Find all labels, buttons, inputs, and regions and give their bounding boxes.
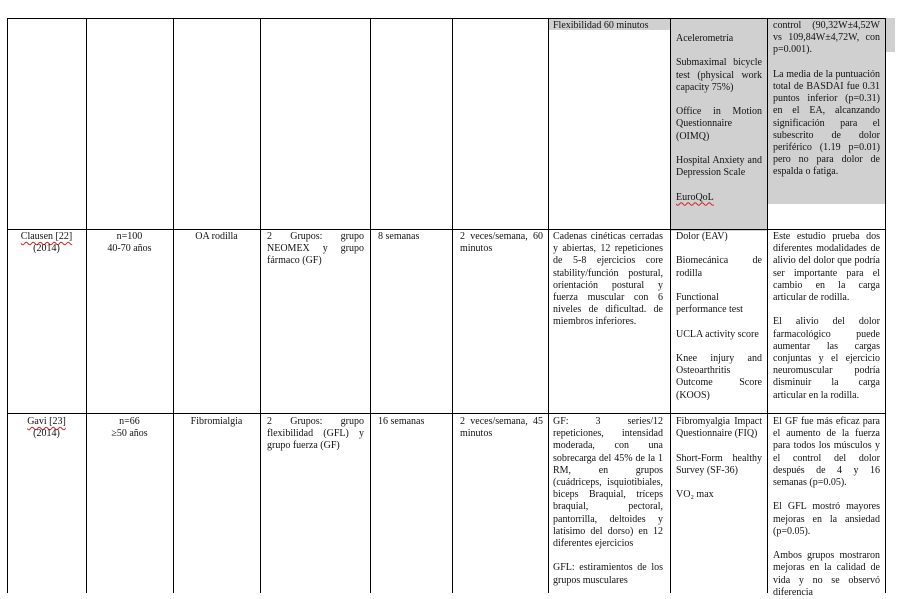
groups-cell: 2 Grupos: grupo NEOMEX y grupo fármaco (GF) xyxy=(267,231,364,267)
sample-cell: n=100 40-70 años xyxy=(107,231,152,255)
results-cell: Este estudio prueba dos diferentes modalidades de alivio del dolor que podría ser importante para el cambio en la carga articular de rodilla. El alivio del dolor farmacológico puede aumentar las cargas conjuntas y el ejercicio neuromuscular podría disminuir la carga articular en la rodilla. xyxy=(773,231,880,401)
results-cell: control (90,32W±4,52W vs 109,84W±4,72W, con p=0.001). La media de la puntuación total de BASDAI fue 0.31 puntos inferior (p=0.31) en el EA, alcanzando significación para el subescrito de dolor periférico (1.19 p=0.01) pero no para dolor de espalda o fatiga. xyxy=(773,20,880,178)
intervention-cell: Flexibilidad 60 minutos xyxy=(553,20,649,31)
intervention-cell: GF: 3 series/12 repeticiones, intensidad moderada, con una sobrecarga del 45% de la 1 RM, en grupos (cuádriceps, isquiotibiales, biceps Braquial, tríceps braquial, pectoral, pantorrilla, deltoides y latísimo del dorso) en 12 diferentes ejercicios GFL: estiramientos de los grupos musculares xyxy=(553,416,663,586)
frequency-cell: 2 veces/semana, 45 minutos xyxy=(460,416,543,440)
measures-cell: Acelerometría Submaximal bicycle test (physical work capacity 75%) Office in Motion Questionnaire (OIMQ) Hospital Anxiety and Depression Scale EuroQoL xyxy=(676,33,762,203)
pathology-cell: OA rodilla xyxy=(195,231,238,242)
measures-cell: Dolor (EAV) Biomecánica de rodilla Functional performance test UCLA activity score Knee injury and Osteoarthritis Outcome Score (KOOS) xyxy=(676,231,762,401)
duration-cell: 8 semanas xyxy=(378,231,420,242)
results-cell: El GF fue más eficaz para el aumento de la fuerza para todos los músculos y el control del dolor después de 4 y 16 semanas (p=0.05). El GFL mostró mayores mejoras en la ansiedad (p=0.05). Ambos grupos mostraron mejoras en la calidad de vida y no se observó diferencia xyxy=(773,416,880,598)
groups-cell: 2 Grupos: grupo flexibilidad (GFL) y grupo fuerza (GF) xyxy=(267,416,364,452)
pathology-cell: Fibromialgia xyxy=(190,416,243,427)
duration-cell: 16 semanas xyxy=(378,416,425,427)
measures-cell: Fibromyalgia Impact Questionnaire (FIQ) Short-Form healthy Survey (SF-36) VO₂ max xyxy=(676,416,762,501)
sample-cell: n=66 ≥50 años xyxy=(111,416,148,440)
frequency-cell: 2 veces/semana, 60 minutos xyxy=(460,231,543,255)
shaded-margin-strip xyxy=(886,18,895,52)
author-cell: Gavi [23] (2014) xyxy=(27,416,66,440)
intervention-cell: Cadenas cinéticas cerradas y abiertas, 12 repeticiones de 5-8 ejercicios core stability/función postural, orientación postural y fuerza muscular con 6 niveles de dificultad. de miembros inferiores. xyxy=(553,231,663,328)
author-cell: Clausen [22] (2014) xyxy=(20,231,73,255)
